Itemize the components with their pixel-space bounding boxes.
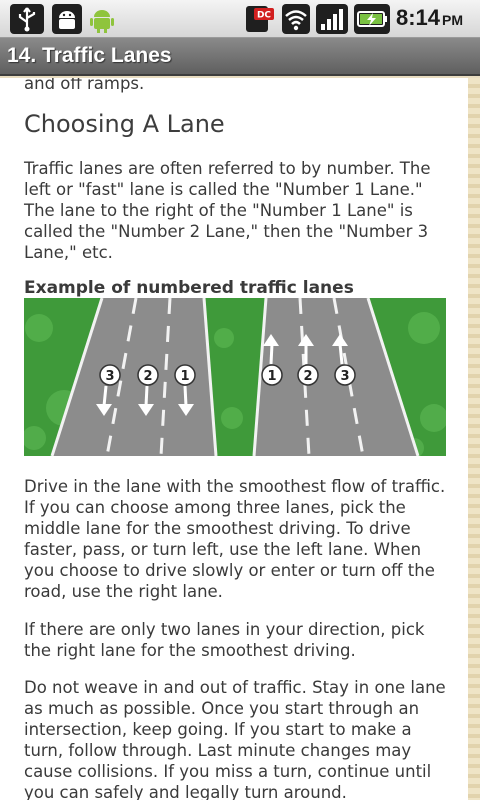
notification-badge-text: DC — [256, 10, 272, 21]
android-mascot-icon — [86, 4, 118, 34]
paragraph-lane-numbers: Traffic lanes are often referred to by number. The left or "fast" lane is called the "Number 1 Lane." The lane to the right of the "Number 1 Lane" is called the "Number 2 Lane," then the "Number 3 Lane," etc. — [24, 159, 431, 262]
status-clock — [396, 5, 463, 31]
page-title: 14. Traffic Lanes — [7, 44, 172, 67]
lane-label-right-3: 3 — [340, 369, 350, 384]
wifi-icon — [282, 4, 310, 34]
lane-arrow — [271, 344, 272, 364]
lane-number-left-1 — [175, 365, 195, 385]
paragraph-do-not-weave: Do not weave in and out of traffic. Stay in one lane as much as possible. Once you start through an intersection, keep going. If you start to make a turn, follow through. Last minute changes may cause collisions. If you miss a turn, continue until you can safely and legally turn around. — [24, 678, 446, 800]
lane-arrow — [146, 386, 147, 406]
lane-number-left-3 — [100, 365, 120, 385]
lane-number-right-3 — [335, 365, 355, 385]
paragraph-two-lanes: If there are only two lanes in your direction, pick the right lane for the smoothest driving. — [24, 620, 425, 660]
clock-time: 8:14 — [396, 5, 441, 30]
article-content[interactable] — [0, 78, 468, 800]
side-texture-border — [468, 78, 480, 800]
lane-arrow — [104, 386, 106, 406]
lane-number-right-1 — [262, 365, 282, 385]
notification-icon — [244, 4, 276, 34]
signal-icon — [316, 4, 348, 34]
clock-ampm: PM — [442, 12, 464, 28]
lane-label-right-1: 1 — [267, 369, 277, 384]
title-bar — [0, 38, 480, 76]
status-bar — [0, 0, 480, 38]
lane-number-right-2 — [298, 365, 318, 385]
lane-arrow — [340, 344, 342, 364]
lane-label-left-3: 3 — [105, 369, 115, 384]
paragraph-smoothest-flow: Drive in the lane with the smoothest flow of traffic. If you can choose among three lanes, pick the middle lane for the smoothest driving. To drive faster, pass, or turn left, use the left lane. When you choose to drive slowly or enter or turn off the road, use the right lane. — [24, 477, 446, 601]
lane-label-right-2: 2 — [303, 369, 313, 384]
lane-arrow — [185, 386, 186, 406]
lane-label-left-1: 1 — [180, 369, 190, 384]
usb-icon — [10, 4, 44, 34]
lane-label-left-2: 2 — [143, 369, 153, 384]
lane-number-left-2 — [138, 365, 158, 385]
section-heading: Choosing A Lane — [24, 110, 225, 138]
image-caption: Example of numbered traffic lanes — [24, 278, 354, 298]
partial-top-line: and off ramps. — [24, 78, 145, 93]
traffic-lanes-illustration — [24, 298, 446, 456]
battery-charging-icon — [354, 4, 390, 34]
android-debug-icon — [52, 4, 82, 34]
